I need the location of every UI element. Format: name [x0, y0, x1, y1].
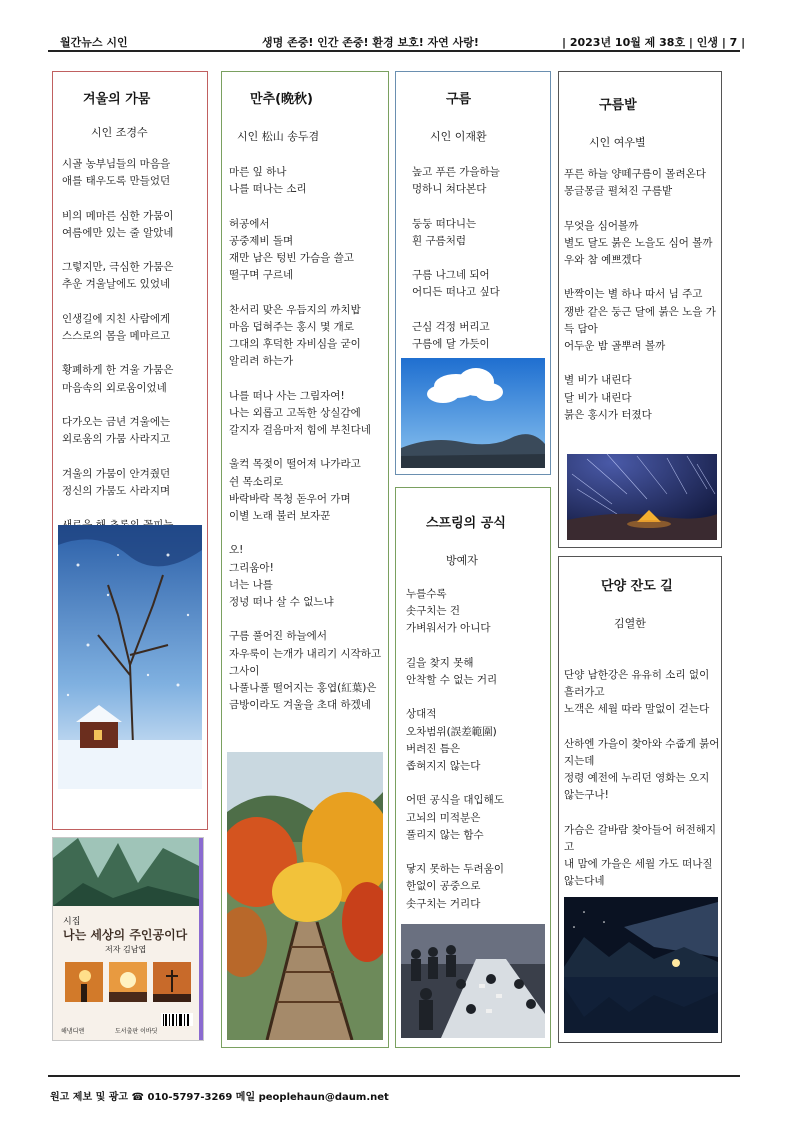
poem-line — [229, 198, 381, 215]
poem-line: 나풀나풀 떨어지는 홍엽(紅葉)은 — [229, 682, 377, 694]
poem-line: 한없이 공중으로 — [406, 880, 481, 893]
poem-line: 무엇을 심어볼까 — [564, 219, 639, 232]
poem-line: 우와 참 예쁘겠다 — [564, 254, 642, 266]
barcode — [161, 1012, 193, 1026]
book-publisher-left: 해냄디앤 — [61, 1028, 85, 1035]
poem-box-cloudfield — [558, 71, 722, 548]
poem-line: 구름에 달 가듯이 — [412, 337, 490, 350]
poem-line — [229, 284, 381, 301]
poem-line: 반짝이는 별 하나 따서 님 주고 — [564, 288, 703, 301]
poem-line: 산하엔 가을이 찾아와 수줍게 붉어지는데 — [564, 737, 720, 767]
poem-line: 안착할 수 없는 거리 — [406, 674, 498, 686]
poem-title: 구름 — [446, 92, 472, 107]
poem-line: 추운 겨울날에도 있었네 — [62, 278, 171, 291]
poem-line — [229, 611, 381, 628]
poem-body — [229, 164, 381, 714]
poem-line: 나는 외롭고 고독한 상실감에 — [229, 406, 361, 419]
poem-line: 공중제비 돌며 — [229, 234, 294, 247]
star-trail-camp-photo — [567, 454, 717, 540]
poem-line: 울컥 목젖이 떨어져 나가라고 — [229, 458, 361, 471]
poem-line: 높고 푸른 가을하늘 — [412, 166, 500, 178]
book-advert[interactable] — [52, 837, 204, 1041]
poem-line — [412, 250, 500, 267]
poem-line — [406, 638, 504, 655]
poem-line — [229, 525, 381, 542]
poem-author: 시인 이재환 — [430, 130, 487, 143]
poem-line: 풀리지 않는 함수 — [406, 828, 484, 841]
poem-line: 여름에만 있는 줄 알았네 — [62, 226, 174, 239]
poem-body — [406, 586, 504, 913]
poem-line: 인생길에 지친 사람에게 — [62, 312, 171, 325]
poem-line: 나를 떠나 사는 그림자여! — [229, 389, 345, 402]
poem-line: 달 비가 내린다 — [564, 391, 632, 404]
poem-line: 정녕 떠나 살 수 없느냐 — [229, 596, 334, 608]
poem-line: 쟁반 같은 둥근 달에 붉은 노을 가득 담아 — [564, 305, 716, 335]
poem-line: 나를 떠나는 소리 — [229, 183, 307, 196]
poem-line: 정신의 가뭄도 사라지며 — [62, 484, 171, 497]
poem-line — [564, 719, 720, 736]
poem-line: 정령 예전에 누리던 영화는 오지 않는구나! — [564, 772, 710, 802]
poem-line: 흰 구름처럼 — [412, 234, 467, 247]
poem-line: 그대의 후덕한 자비심을 굳이 — [229, 338, 361, 350]
poem-line: 가슴은 갈바람 찾아들어 허전해지고 — [564, 823, 717, 853]
poem-line: 솟구치는 건 — [406, 605, 461, 618]
poem-line: 별 비가 내린다 — [564, 374, 632, 387]
poem-line: 쉰 목소리로 — [229, 475, 284, 488]
poem-title: 구름밭 — [599, 98, 637, 113]
poem-line: 길을 찾지 못해 — [406, 656, 474, 669]
poem-line — [62, 242, 173, 259]
poem-box-danyang — [558, 556, 722, 1043]
poem-line: 비의 메마른 심한 가뭄이 — [62, 209, 174, 222]
poem-line: 마른 잎 하나 — [229, 166, 287, 178]
poem-line: 푸른 하늘 양떼구름이 몰려온다 — [564, 168, 706, 180]
poem-line — [62, 294, 173, 311]
poem-line — [412, 198, 500, 215]
autumn-bridge-photo — [227, 752, 383, 1040]
header-divider — [48, 50, 740, 52]
poem-line: 재만 남은 텅빈 가슴을 쓸고 — [229, 252, 354, 264]
poem-line: 구름 나그네 되어 — [412, 269, 490, 282]
poem-line: 자우룩이 는개가 내리기 시작하고 — [229, 647, 382, 660]
poem-line: 상대적 — [406, 708, 437, 721]
poem-line: 황폐하게 한 겨울 가뭄은 — [62, 364, 174, 377]
poem-line: 붉은 홍시가 터졌다 — [564, 408, 652, 421]
poem-line: 시골 농부님들의 마음을 — [62, 158, 171, 170]
poem-line: 고뇌의 미적분은 — [406, 811, 481, 824]
poem-line: 갈지자 걸음마저 힘에 부친다네 — [229, 424, 371, 436]
poem-line: 버려진 틈은 — [406, 742, 461, 755]
poem-line — [62, 500, 173, 517]
book-spine-stripe — [199, 838, 203, 1040]
poem-line: 애를 태우도록 만들었던 — [62, 175, 171, 188]
book-author: 저자 김남엽 — [105, 945, 147, 954]
poem-author: 시인 여우별 — [589, 136, 646, 149]
book-photo-2 — [109, 962, 147, 1002]
poem-author: 김열한 — [614, 617, 646, 630]
poem-line — [564, 805, 720, 822]
poem-line: 그리움아! — [229, 561, 274, 574]
publication-name: 월간뉴스 시인 — [60, 36, 128, 49]
poem-line: 그렇지만, 극심한 가뭄은 — [62, 261, 174, 274]
poem-line: 찬서리 맞은 우듬지의 까치밥 — [229, 303, 361, 316]
poem-line: 노객은 세월 따라 말없이 걷는다 — [564, 703, 710, 716]
footer-contact: 원고 제보 및 광고 ☎ 010-5797-3269 메일 peoplehaun@daum.net — [50, 1092, 389, 1103]
poem-line: 내 맘에 가을은 세월 가도 떠나질 않는다네 — [564, 858, 713, 888]
poem-line: 어디든 떠나고 싶다 — [412, 286, 500, 299]
poem-title: 스프링의 공식 — [426, 516, 506, 531]
poem-line — [62, 448, 173, 465]
poem-line: 구름 풀어진 하늘에서 — [229, 630, 327, 643]
poem-line: 좁혀지지 않는다 — [406, 760, 481, 772]
poem-line: 몽글몽글 펼쳐진 구름밭 — [564, 185, 673, 198]
poem-line: 오차범위(誤差範圍) — [406, 725, 497, 738]
poem-body — [62, 156, 173, 552]
river-night-photo — [564, 897, 718, 1033]
poem-author: 시인 조경수 — [91, 126, 148, 139]
poem-line — [564, 200, 720, 217]
poem-line: 너는 나를 — [229, 578, 273, 591]
poem-line: 근심 걱정 버리고 — [412, 320, 490, 333]
poem-title: 만추(晩秋) — [250, 92, 313, 107]
poem-line: 둥둥 떠다니는 — [412, 217, 477, 230]
poem-body — [564, 166, 720, 424]
book-photo-3 — [153, 962, 191, 1002]
cloud-sky-photo — [401, 358, 545, 468]
poem-line: 별도 달도 붉은 노을도 심어 볼까 — [564, 236, 713, 249]
poem-line — [229, 370, 381, 387]
meeting-photo — [401, 924, 545, 1038]
poem-line — [62, 190, 173, 207]
poem-line: 멍하니 쳐다본다 — [412, 183, 487, 196]
poem-line: 어떤 공식을 대입해도 — [406, 794, 504, 807]
poem-line: 누를수록 — [406, 588, 447, 600]
poem-body — [564, 667, 720, 891]
poem-line: 외로움의 가뭄 사라지고 — [62, 433, 171, 446]
masthead — [0, 32, 800, 50]
poem-line: 마음 덥혀주는 홍시 몇 개로 — [229, 320, 354, 333]
poem-line — [412, 302, 500, 319]
poem-line: 닿지 못하는 두려움이 — [406, 863, 504, 876]
poem-line — [564, 269, 720, 286]
poem-line: 마음속의 외로움이었네 — [62, 381, 167, 394]
poem-line: 허공에서 — [229, 217, 270, 230]
mountain-cover-art — [53, 838, 203, 906]
poem-line: 단양 남한강은 유유히 소리 없이 흘러가고 — [564, 669, 710, 699]
poem-line: 스스로의 몸을 메마르고 — [62, 329, 171, 342]
poem-line: 금방이라도 겨울을 초대 하겠네 — [229, 699, 371, 712]
poem-line — [406, 775, 504, 792]
poem-box-cloud — [395, 71, 551, 475]
poem-line: 이별 노래 불러 보자꾼 — [229, 510, 331, 522]
book-photo-1 — [65, 962, 103, 1002]
poem-line: 솟구치는 거리다 — [406, 897, 481, 910]
poem-line: 그사이 — [229, 664, 260, 677]
snowy-forest-photo — [58, 525, 202, 789]
poem-line: 어두운 밤 골뿌려 볼까 — [564, 340, 666, 352]
book-small-label: 시집 — [63, 917, 81, 927]
poem-box-formula — [395, 487, 551, 1048]
poem-line — [62, 397, 173, 414]
poem-line — [406, 844, 504, 861]
slogan: 생명 존중! 인간 존중! 환경 보호! 자연 사랑! — [262, 36, 479, 49]
issue-info: | 2023년 10월 제 38호 | 인생 | 7 | — [562, 36, 746, 49]
book-publisher-right: 도서출판 이바딧 — [115, 1028, 158, 1035]
poem-line — [406, 689, 504, 706]
poem-line: 겨울의 가뭄이 안겨줬던 — [62, 467, 171, 480]
poem-author: 방예자 — [446, 554, 478, 567]
poem-title: 단양 잔도 길 — [601, 579, 673, 594]
poem-line: 바락바락 목청 돋우어 가며 — [229, 492, 351, 505]
poem-line — [229, 439, 381, 456]
poem-box-winter — [52, 71, 208, 830]
poem-box-autumn — [221, 71, 389, 1048]
poem-line: 떨구며 구르네 — [229, 269, 294, 282]
poem-line — [62, 345, 173, 362]
poem-line — [564, 355, 720, 372]
footer-divider — [48, 1075, 740, 1077]
poem-author: 시인 松山 송두겸 — [237, 130, 320, 143]
poem-line: 다가오는 금년 겨울에는 — [62, 415, 171, 428]
poem-line: 오! — [229, 544, 244, 557]
book-title: 나는 세상의 주인공이다 — [63, 928, 188, 942]
poem-line: 가벼워서가 아니다 — [406, 622, 491, 635]
poem-body — [412, 164, 500, 353]
poem-title: 겨울의 가뭄 — [83, 92, 151, 107]
poem-line: 알리려 하는가 — [229, 355, 294, 368]
